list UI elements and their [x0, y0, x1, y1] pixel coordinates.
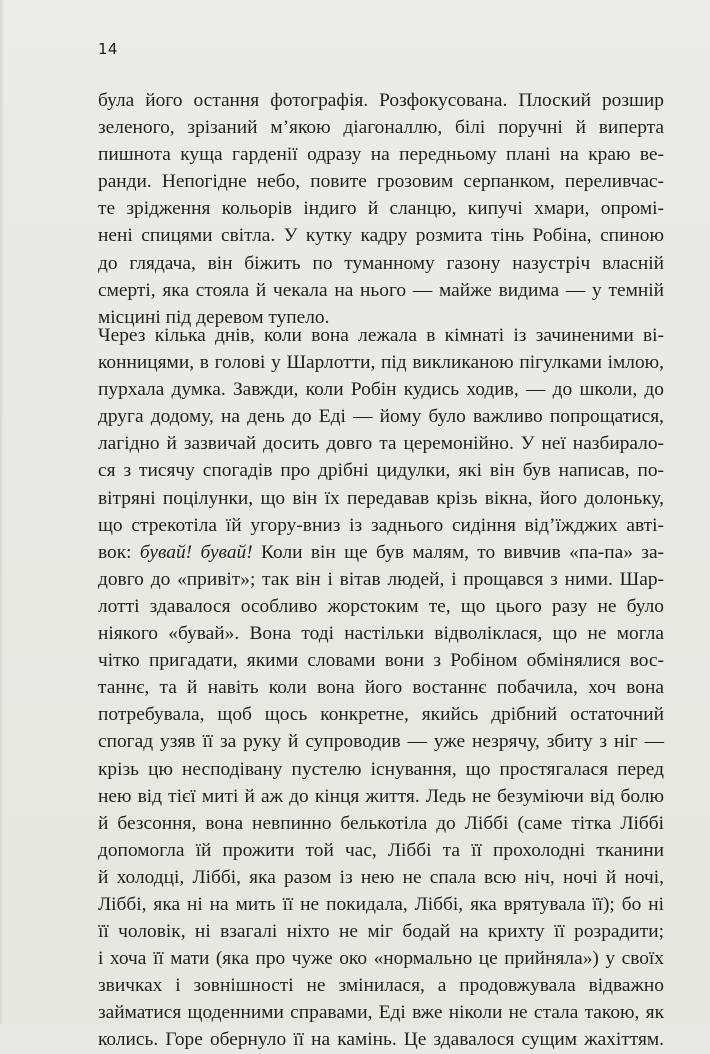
text-line: нею від тієї миті й аж до кінця життя. Ледь не безуміючи від болю	[98, 785, 664, 807]
paragraph-2	[98, 322, 664, 1054]
text-line: ранди. Непогідне небо, повите грозовим серпанком, переливчас-	[98, 171, 664, 193]
text-line: її чоловік, ні взагалі ніхто не міг бодай на крихту її розрадити;	[98, 921, 664, 943]
text-line: й холодці, Ліббі, яка разом із нею не спала всю ніч, ночі й ночі,	[98, 866, 664, 888]
text-line: крізь цю несподівану пустелю існування, що простягалася перед	[98, 758, 664, 780]
italic-phrase: бувай! бувай!	[139, 541, 253, 563]
page-number: 14	[98, 40, 118, 58]
text-line: лотті здавалося особливо жорстоким те, що цього разу не було	[98, 595, 664, 617]
text-line: звичках і зовнішності не змінилася, а продовжувала відважно	[98, 975, 664, 997]
text-line: пишнота куща гарденії одразу на передньому плані на краю ве-	[98, 144, 664, 166]
text-segment: Коли він ще був малям, то вивчив «па-па» за-	[252, 541, 665, 563]
text-line: пурхала думка. Завжди, коли Робін кудись ходив, — до школи, до	[98, 379, 664, 401]
text-line: спогад узяв її за руку й супроводив — уже незрячу, збиту з ніг —	[98, 731, 664, 753]
text-line: і хоча її мати (яка про чуже око «нормально це прийняла») у своїх	[98, 948, 664, 970]
text-line: довго до «привіт»; так він і вітав людей, і прощався з ними. Шар-	[98, 568, 664, 590]
text-line: займатися щоденними справами, Еді вже ніколи не стала такою, як	[98, 1002, 664, 1024]
text-line: вітряні поцілунки, що він їх передавав крізь вікна, його долоньку,	[98, 487, 664, 509]
text-line: допомогла їй прожити той час, Ліббі та її прохолодні тканини	[98, 839, 664, 861]
text-line: ніякого «бувай». Вона тоді настільки відволіклася, що не могла	[98, 623, 664, 645]
page-edge-shadow	[0, 0, 4, 1024]
text-line-with-italic	[98, 539, 664, 566]
text-line: ся з тисячу спогадів про дрібні цидулки, які він був написав, по-	[98, 460, 664, 482]
text-line: була його остання фотографія. Розфокусована. Плоский розшир	[98, 90, 664, 111]
text-line: що стрекотіла їй угору-вниз із заднього сидіння від’їжджих авті-	[98, 514, 664, 536]
text-line: смерті, яка стояла й чекала на нього — майже видима — у темній	[98, 279, 664, 301]
text-line: друга додому, на день до Еді — йому було важливо попрощатися,	[98, 406, 664, 428]
text-line: колись. Горе обернуло її на камінь. Це здавалося сущим жахіттям.	[98, 1029, 664, 1051]
text-segment: вок:	[98, 541, 140, 563]
text-line: потребувала, щоб щось конкретне, якийсь дрібний остаточний	[98, 704, 664, 726]
text-line: місцині під деревом тупело.	[98, 306, 330, 328]
text-line: те зрідження кольорів індиго й сланцю, кипучі хмари, опромі-	[98, 198, 664, 220]
text-line: чітко пригадати, якими словами вони з Робіном обмінялися вос-	[98, 650, 664, 672]
text-line: Ліббі, яка ні на мить її не покидала, Ліббі, яка врятувала її); бо ні	[98, 893, 664, 915]
text-line: таннє, та й навіть коли вона його востаннє побачила, хоч вона	[98, 677, 664, 699]
text-line: й безсоння, вона невпинно белькотіла до Ліббі (саме тітка Ліббі	[98, 812, 664, 834]
text-line: зеленого, зрізаний м’якою діагоналлю, білі поручні й виперта	[98, 117, 664, 139]
text-line: нені спицями світла. У кутку кадру розмита тінь Робіна, спиною	[98, 225, 664, 247]
text-line: конницями, в голові у Шарлотти, під викликаною пігулками імлою,	[98, 352, 664, 374]
text-line: лагідно й зазвичай досить довго та церемонійно. У неї назбирало-	[98, 433, 664, 455]
text-line: до глядача, він біжить по туманному газону назустріч власній	[98, 252, 664, 274]
text-line: Через кілька днів, коли вона лежала в кімнаті із зачиненими ві-	[98, 325, 664, 346]
paragraph-1	[98, 87, 664, 331]
